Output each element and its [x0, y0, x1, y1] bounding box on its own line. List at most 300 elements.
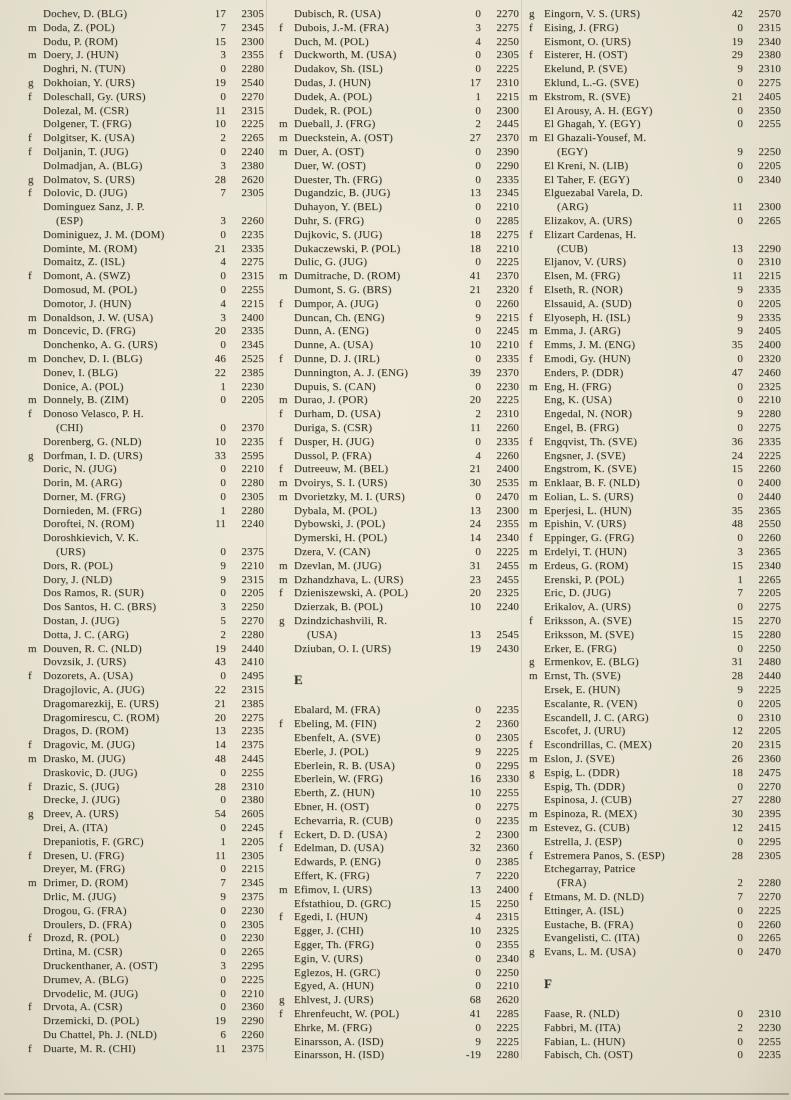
player-name: Dudas, J. (HUN)	[294, 76, 371, 89]
title-letter	[28, 712, 43, 726]
player-name: Enders, P. (DDR)	[544, 366, 624, 379]
title-letter: f	[279, 828, 283, 841]
games-count: 2	[737, 877, 743, 890]
title-letter: f	[279, 587, 283, 600]
games-count: 1	[220, 504, 226, 517]
player-name: Erikalov, A. (URS)	[544, 601, 631, 614]
games-count: 0	[737, 352, 743, 365]
games-count: 35	[731, 339, 743, 352]
games-count: 16	[469, 773, 481, 786]
games-count: 0	[475, 201, 481, 214]
title-letter: m	[529, 753, 538, 766]
games-count: 5	[220, 615, 226, 628]
player-name: Donchenko, A. G. (URS)	[43, 339, 158, 352]
games-count: 0	[737, 697, 743, 710]
rating-value: 2410	[241, 656, 264, 669]
title-letter	[279, 856, 294, 870]
title-letter	[279, 36, 294, 50]
player-row	[279, 829, 519, 843]
games-count: 11	[215, 849, 226, 862]
title-letter	[28, 946, 43, 960]
player-name: Epishin, V. (URS)	[544, 518, 627, 531]
rating-value: 2440	[758, 670, 781, 683]
games-count: 20	[469, 587, 481, 600]
rating-value: 2380	[758, 49, 781, 62]
player-row	[529, 118, 781, 132]
rating-value: 2370	[241, 421, 264, 434]
rating-value: 2340	[496, 952, 519, 965]
player-federation: (FRA)	[557, 877, 587, 890]
player-row	[529, 684, 781, 698]
games-count: 9	[737, 283, 743, 296]
player-name: Efstathiou, D. (GRC)	[294, 897, 392, 910]
games-count: 15	[731, 615, 743, 628]
rating-value: 2550	[758, 518, 781, 531]
title-letter	[28, 1029, 43, 1043]
title-letter	[279, 953, 294, 967]
player-name: Egin, V. (URS)	[294, 952, 363, 965]
title-letter: m	[28, 325, 37, 338]
player-name: Ehlvest, J. (URS)	[294, 994, 374, 1007]
title-letter: g	[28, 449, 34, 462]
player-row	[529, 518, 781, 532]
player-row	[279, 546, 519, 560]
rating-value: 2225	[241, 973, 264, 986]
player-row	[529, 284, 781, 298]
player-row	[28, 808, 264, 822]
rating-value: 2205	[758, 159, 781, 172]
player-name: Eingorn, V. S. (URS)	[544, 8, 641, 20]
title-letter	[279, 215, 294, 229]
player-row	[529, 905, 781, 919]
player-federation: (USA)	[307, 628, 338, 641]
player-row	[529, 863, 781, 877]
player-row	[28, 436, 264, 450]
rating-value: 2215	[496, 311, 519, 324]
games-count: 7	[737, 587, 743, 600]
games-count: 17	[214, 8, 226, 20]
rating-value: 2225	[758, 904, 781, 917]
title-letter	[529, 781, 544, 795]
player-row	[529, 781, 781, 795]
player-name: Dos Santos, H. C. (BRS)	[43, 601, 157, 614]
title-letter	[279, 339, 294, 353]
player-name: Eperjesi, L. (HUN)	[544, 504, 632, 517]
title-letter	[28, 574, 43, 588]
title-letter	[279, 967, 294, 981]
rating-value: 2620	[496, 994, 519, 1007]
player-row	[279, 532, 519, 546]
games-count: 21	[469, 463, 481, 476]
player-name: Egger, Th. (FRG)	[294, 939, 374, 951]
rating-value: 2300	[496, 828, 519, 841]
games-count: 11	[215, 518, 226, 531]
player-row	[529, 215, 781, 229]
player-name: Egedi, I. (HUN)	[294, 911, 368, 924]
player-name: Drzemicki, D. (POL)	[43, 1015, 140, 1028]
player-row	[279, 339, 519, 353]
player-name: Dulic, G. (JUG)	[294, 256, 368, 269]
rating-value: 2540	[241, 76, 264, 89]
games-count: 4	[475, 35, 481, 48]
player-row	[279, 815, 519, 829]
title-letter	[28, 118, 43, 132]
player-name: Duer, W. (OST)	[294, 159, 366, 172]
player-name: Emodi, Gy. (HUN)	[544, 352, 631, 365]
player-name: Edwards, P. (ENG)	[294, 856, 381, 869]
player-row	[28, 63, 264, 77]
player-row	[279, 450, 519, 464]
player-row	[279, 312, 519, 326]
player-name: Egger, J. (CHI)	[294, 925, 364, 938]
rating-value: 2205	[758, 587, 781, 600]
player-row	[529, 601, 781, 615]
title-letter	[279, 105, 294, 119]
player-row	[279, 353, 519, 367]
title-letter: f	[279, 21, 283, 34]
player-name: Dybowski, J. (POL)	[294, 518, 386, 531]
player-row	[279, 925, 519, 939]
player-name: Dominguez Sanz, J. P.	[43, 201, 145, 214]
games-count: 13	[469, 504, 481, 517]
games-count: 21	[731, 90, 743, 103]
rating-value: 2270	[758, 891, 781, 903]
player-name: Doroftei, N. (ROM)	[43, 518, 135, 531]
rating-value: 2310	[758, 1007, 781, 1020]
player-name: Elizart Cardenas, H.	[544, 228, 637, 241]
rating-value: 2355	[496, 939, 519, 951]
games-count: 13	[731, 242, 743, 255]
title-letter: m	[529, 380, 538, 393]
player-row	[279, 36, 519, 50]
games-count: 0	[475, 49, 481, 62]
title-letter: f	[279, 1007, 283, 1020]
player-name: Evangelisti, C. (ITA)	[544, 932, 640, 945]
games-count: 19	[469, 642, 481, 655]
rating-value: 2205	[758, 697, 781, 710]
rating-value: 2525	[241, 352, 264, 365]
player-row	[28, 36, 264, 50]
title-letter: g	[28, 76, 34, 89]
title-letter	[279, 312, 294, 326]
title-letter	[279, 8, 294, 22]
title-letter: m	[279, 573, 288, 586]
player-name: Douven, R. C. (NLD)	[43, 642, 142, 655]
games-count: 9	[475, 745, 481, 758]
rating-value: 2225	[496, 1035, 519, 1048]
rating-value: 2260	[758, 532, 781, 545]
rating-value: 2270	[241, 90, 264, 103]
rating-value: 2280	[758, 628, 781, 641]
title-letter: m	[529, 518, 538, 531]
rating-value: 2400	[758, 339, 781, 352]
player-row	[28, 974, 264, 988]
rating-value: 2225	[758, 684, 781, 697]
player-name: Ermenkov, E. (BLG)	[544, 656, 639, 669]
games-count: 0	[475, 814, 481, 827]
rating-value: 2260	[241, 1028, 264, 1041]
player-name: Drvota, A. (CSR)	[43, 1001, 123, 1014]
rating-value: 2265	[758, 214, 781, 227]
title-letter: m	[279, 490, 288, 503]
title-letter	[28, 560, 43, 574]
title-letter	[279, 422, 294, 436]
rating-value: 2235	[496, 814, 519, 827]
rating-value: 2250	[496, 966, 519, 979]
games-count: 0	[737, 159, 743, 172]
title-letter: f	[279, 463, 283, 476]
games-count: 14	[214, 739, 226, 752]
games-count: 19	[731, 35, 743, 48]
player-name: Drecke, J. (JUG)	[43, 794, 120, 807]
rating-value: 2250	[496, 897, 519, 910]
title-letter: f	[28, 780, 32, 793]
games-count: 7	[220, 187, 226, 200]
title-letter: g	[279, 994, 285, 1007]
title-letter: g	[529, 766, 535, 779]
player-row	[279, 1008, 519, 1022]
player-row	[28, 160, 264, 174]
rating-value: 2365	[758, 546, 781, 559]
rating-value: 2225	[496, 546, 519, 559]
title-letter	[529, 725, 544, 739]
rating-value: 2380	[241, 794, 264, 807]
title-letter	[28, 422, 43, 436]
games-count: -19	[465, 1049, 481, 1062]
rating-value: 2280	[241, 628, 264, 641]
player-name: Dorfman, I. D. (URS)	[43, 449, 143, 462]
player-row	[279, 146, 519, 160]
player-name: Emma, J. (ARG)	[544, 325, 621, 338]
title-letter: f	[28, 739, 32, 752]
player-row	[28, 284, 264, 298]
player-name: Drumev, A. (BLG)	[43, 973, 129, 986]
player-row	[28, 174, 264, 188]
rating-value: 2205	[758, 297, 781, 310]
rating-value: 2210	[496, 201, 519, 214]
title-letter	[529, 643, 544, 657]
title-letter: g	[529, 8, 535, 20]
title-letter	[28, 656, 43, 670]
title-letter	[529, 118, 544, 132]
player-name: Effert, K. (FRG)	[294, 870, 370, 883]
title-letter	[529, 794, 544, 808]
rating-value: 2330	[496, 773, 519, 786]
rating-value: 2280	[758, 408, 781, 421]
player-row	[279, 994, 519, 1008]
player-name: Eppinger, G. (FRG)	[544, 532, 635, 545]
rating-value: 2440	[241, 642, 264, 655]
rating-value: 2335	[758, 435, 781, 448]
rating-value: 2260	[496, 449, 519, 462]
player-row	[529, 298, 781, 312]
player-name: Dragomarezkij, E. (URS)	[43, 697, 159, 710]
games-count: 12	[731, 725, 743, 738]
player-name: Eriksson, M. (SVE)	[544, 628, 635, 641]
player-name: Eriksson, A. (SVE)	[544, 615, 632, 628]
games-count: 0	[475, 325, 481, 338]
player-row	[529, 946, 781, 960]
title-letter: f	[529, 311, 533, 324]
player-name: Dukaczewski, P. (POL)	[294, 242, 401, 255]
games-count: 0	[737, 21, 743, 34]
player-name: Doghri, N. (TUN)	[43, 63, 126, 76]
games-count: 21	[214, 697, 226, 710]
rating-value: 2370	[496, 270, 519, 283]
player-row	[279, 587, 519, 601]
player-name: Dotta, J. C. (ARG)	[43, 628, 129, 641]
title-letter	[28, 8, 43, 22]
player-name: Drei, A. (ITA)	[43, 822, 108, 835]
title-letter: m	[529, 90, 538, 103]
games-count: 18	[469, 242, 481, 255]
player-row	[279, 284, 519, 298]
games-count: 0	[220, 145, 226, 158]
games-count: 0	[737, 173, 743, 186]
player-federation: (ESP)	[56, 214, 84, 227]
rating-value: 2335	[241, 325, 264, 338]
rating-value: 2480	[758, 656, 781, 669]
games-count: 0	[475, 759, 481, 772]
player-name: Domosud, M. (POL)	[43, 283, 138, 296]
games-count: 10	[214, 435, 226, 448]
player-row	[529, 932, 781, 946]
title-letter: g	[28, 173, 34, 186]
rating-value: 2270	[758, 780, 781, 793]
games-count: 13	[214, 725, 226, 738]
player-name: Dolovic, D. (JUG)	[43, 187, 128, 200]
player-name: Drazic, S. (JUG)	[43, 780, 120, 793]
rating-value: 2210	[496, 242, 519, 255]
rating-value: 2305	[241, 8, 264, 20]
title-letter	[28, 505, 43, 519]
rating-value: 2225	[241, 118, 264, 131]
player-name: Engel, B. (FRG)	[544, 421, 619, 434]
player-row	[529, 160, 781, 174]
player-row	[28, 408, 264, 422]
games-count: 0	[737, 380, 743, 393]
title-letter	[279, 870, 294, 884]
games-count: 11	[215, 1042, 226, 1055]
player-name: Eric, D. (JUG)	[544, 587, 611, 600]
player-name: Doljanin, T. (JUG)	[43, 145, 129, 158]
title-letter	[28, 863, 43, 877]
title-letter: f	[28, 145, 32, 158]
player-row	[28, 132, 264, 146]
title-letter: g	[529, 946, 535, 959]
player-row	[529, 450, 781, 464]
player-row	[529, 505, 781, 519]
player-name: Eberlein, R. B. (USA)	[294, 759, 395, 772]
games-count: 0	[475, 980, 481, 993]
games-count: 48	[731, 518, 743, 531]
rating-value: 2210	[496, 339, 519, 352]
rating-value: 2305	[241, 187, 264, 200]
player-row	[279, 436, 519, 450]
games-count: 0	[220, 670, 226, 683]
player-name: Engsner, J. (SVE)	[544, 449, 626, 462]
player-row	[279, 49, 519, 63]
title-letter	[279, 367, 294, 381]
player-name: Dumpor, A. (JUG)	[294, 297, 379, 310]
player-row	[279, 643, 519, 657]
rating-value: 2415	[758, 822, 781, 835]
player-name: Estremera Panos, S. (ESP)	[544, 849, 665, 862]
rating-value: 2320	[496, 283, 519, 296]
title-letter	[28, 436, 43, 450]
title-letter: m	[529, 325, 538, 338]
player-name: Drepaniotis, F. (GRC)	[43, 835, 144, 848]
rating-value: 2335	[496, 173, 519, 186]
player-name: Drozd, R. (POL)	[43, 932, 120, 945]
title-letter	[279, 925, 294, 939]
games-count: 0	[475, 63, 481, 76]
title-letter	[279, 898, 294, 912]
rating-value: 2430	[496, 642, 519, 655]
player-name: Duarte, M. R. (CHI)	[43, 1042, 136, 1055]
rating-value: 2290	[496, 159, 519, 172]
title-letter	[279, 704, 294, 718]
title-letter	[279, 63, 294, 77]
title-letter	[279, 601, 294, 615]
rating-value: 2345	[241, 339, 264, 352]
player-name: Dubois, J.-M. (FRA)	[294, 21, 389, 34]
player-row	[279, 91, 519, 105]
player-row-continuation	[28, 215, 264, 229]
rating-value: 2275	[758, 76, 781, 89]
title-letter	[279, 815, 294, 829]
games-count: 4	[220, 297, 226, 310]
player-name: Ekelund, P. (SVE)	[544, 63, 628, 76]
games-count: 0	[475, 104, 481, 117]
player-name: Dolmatov, S. (URS)	[43, 173, 135, 186]
title-letter	[279, 174, 294, 188]
rating-value: 2350	[758, 104, 781, 117]
title-letter: f	[529, 849, 533, 862]
rating-value: 2445	[241, 753, 264, 766]
player-name: Dresen, U. (FRG)	[43, 849, 125, 862]
section-header	[529, 960, 781, 1008]
rating-value: 2305	[758, 849, 781, 862]
title-letter	[279, 201, 294, 215]
player-row	[28, 201, 264, 215]
player-row	[279, 174, 519, 188]
games-count: 20	[731, 739, 743, 752]
player-name: Dornieden, M. (FRG)	[43, 504, 142, 517]
rating-value: 2285	[496, 214, 519, 227]
player-name: Doery, J. (HUN)	[43, 49, 119, 62]
rating-value: 2620	[241, 173, 264, 186]
title-letter	[279, 229, 294, 243]
rating-value: 2290	[241, 1015, 264, 1028]
title-letter	[28, 477, 43, 491]
player-row	[28, 919, 264, 933]
games-count: 29	[731, 49, 743, 62]
games-count: 32	[469, 842, 481, 855]
player-name: Dragomirescu, C. (ROM)	[43, 711, 160, 724]
rating-value: 2325	[496, 925, 519, 938]
title-letter	[529, 187, 544, 201]
title-letter	[279, 732, 294, 746]
player-row-continuation	[529, 146, 781, 160]
player-name: Dovzsik, J. (URS)	[43, 656, 127, 669]
player-row	[28, 1043, 264, 1057]
games-count: 0	[737, 946, 743, 959]
player-name: Dumont, S. G. (BRS)	[294, 283, 392, 296]
games-count: 28	[214, 780, 226, 793]
rating-value: 2285	[496, 1007, 519, 1020]
player-name: Duhr, S. (FRG)	[294, 214, 365, 227]
